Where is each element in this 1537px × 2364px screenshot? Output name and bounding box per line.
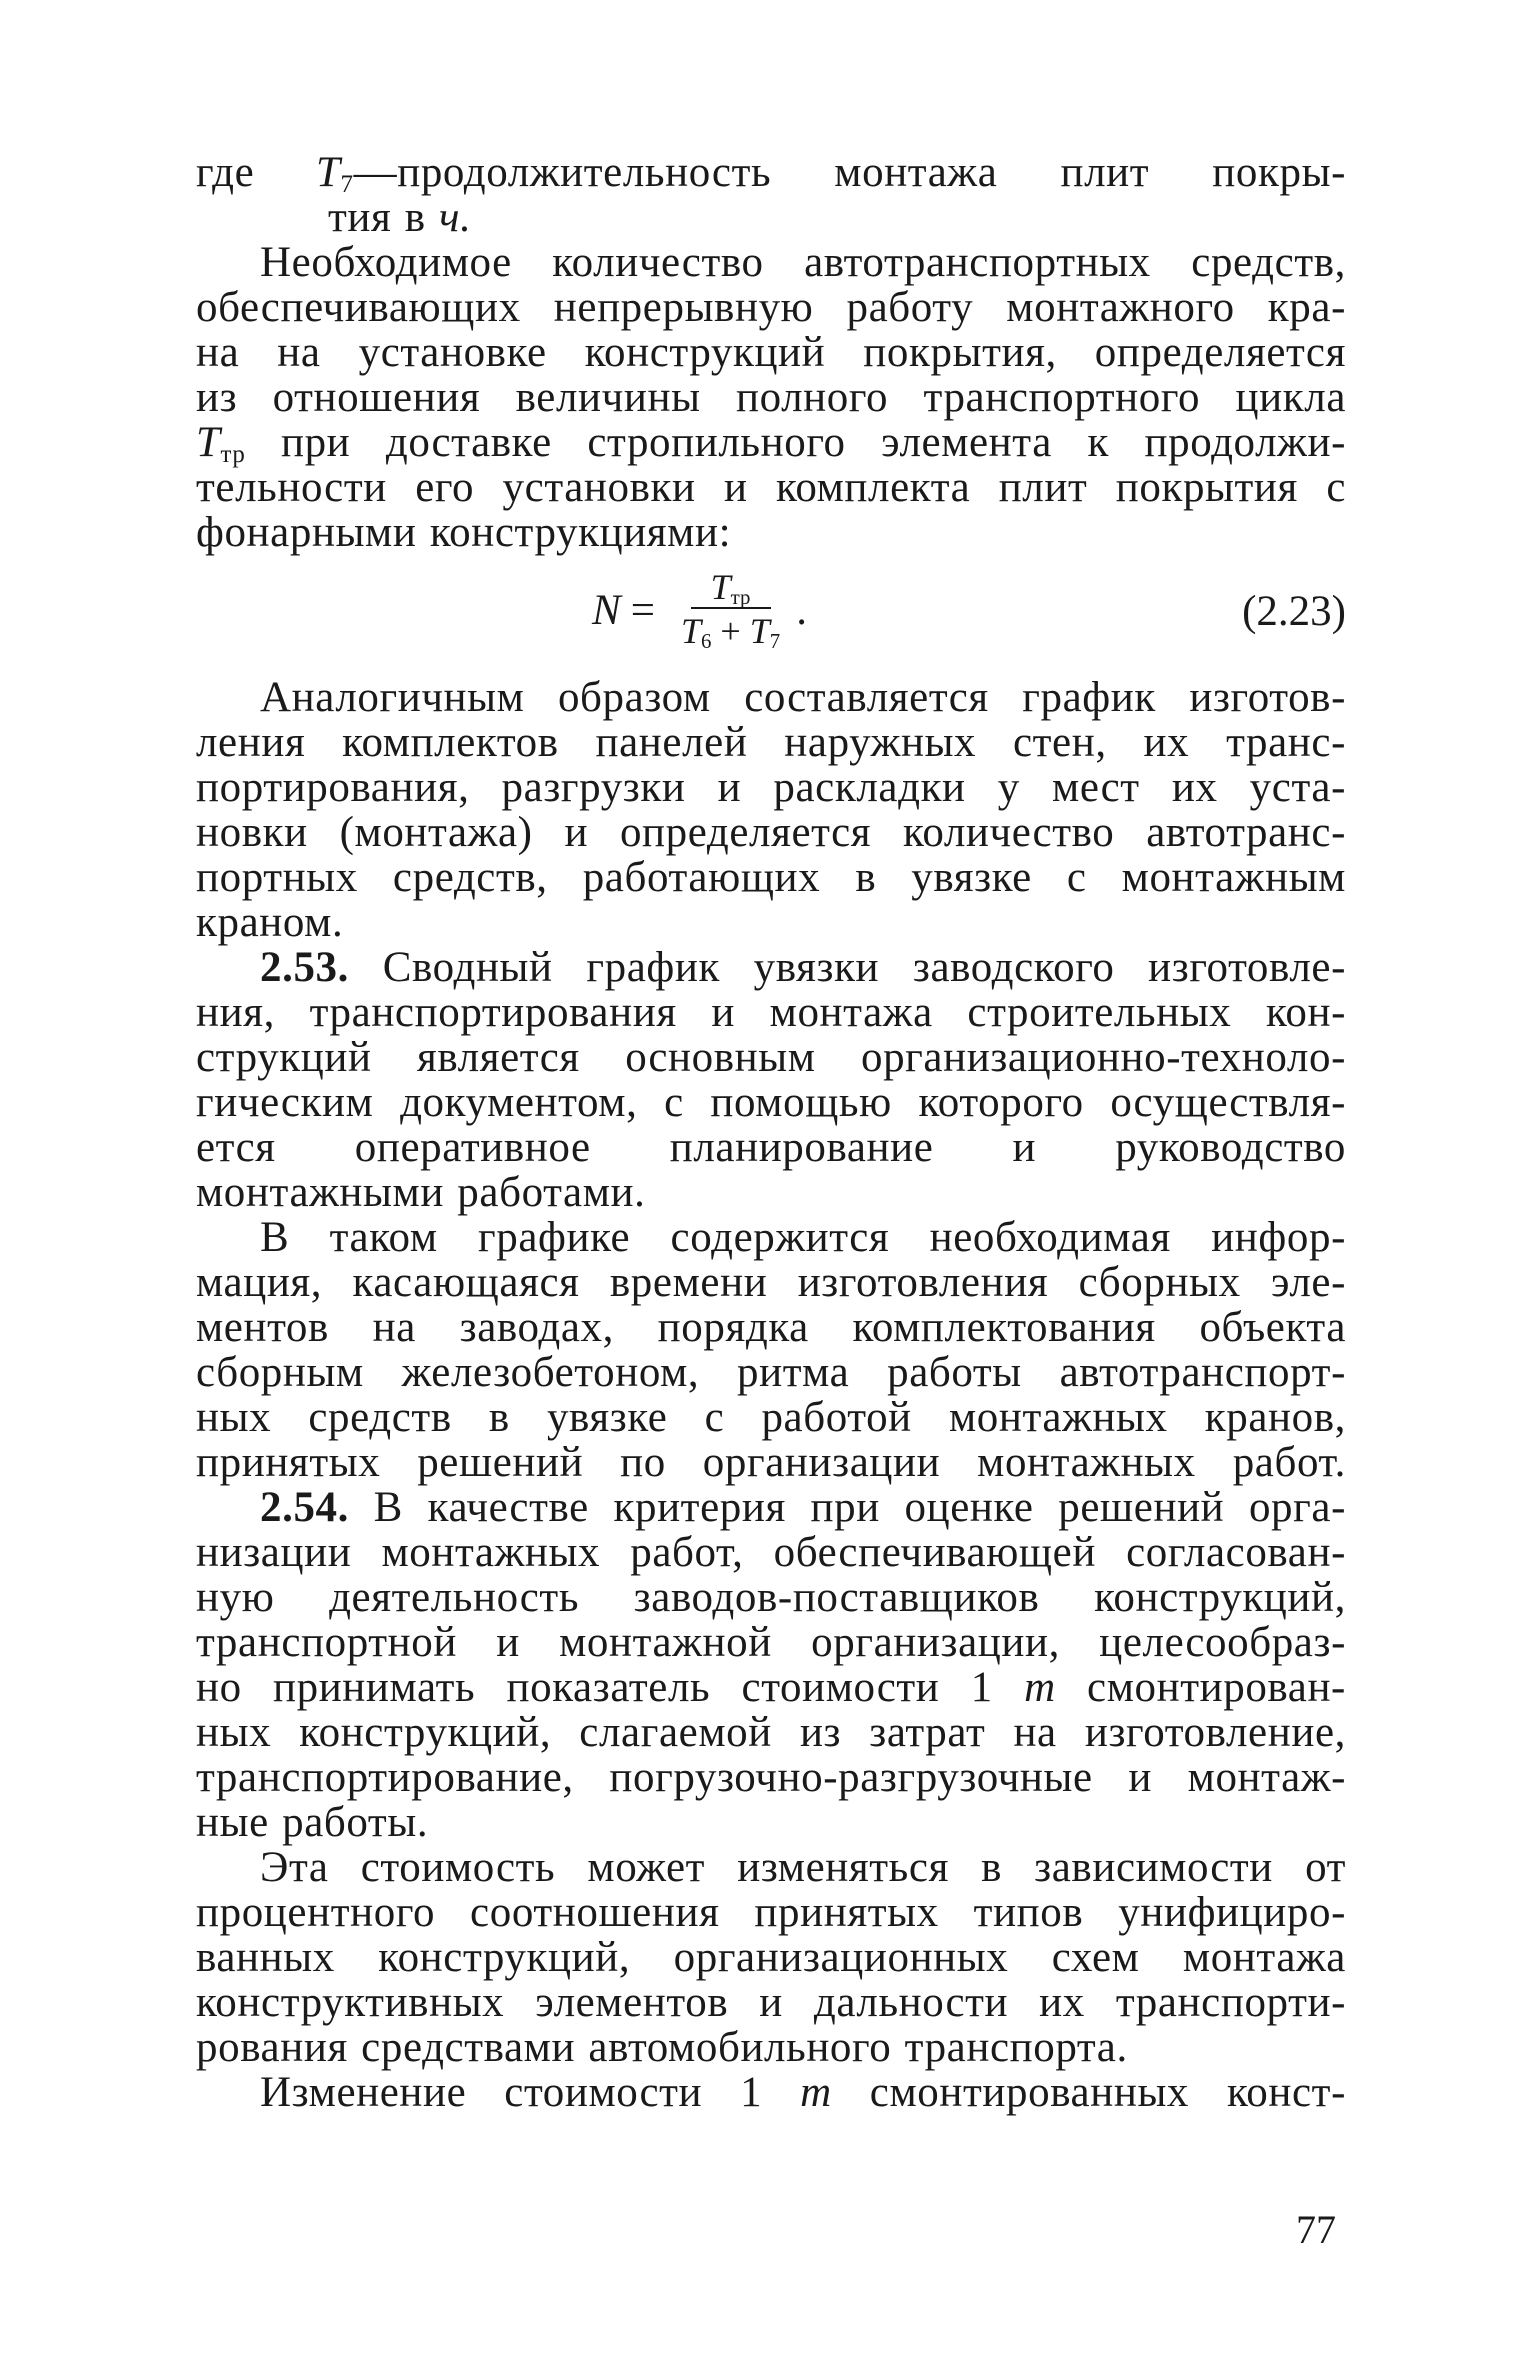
para4-line-3: ментов на заводах, порядка комплектования объекта <box>196 1304 1346 1351</box>
formula-lhs: N <box>592 586 621 634</box>
where-dash: — <box>353 149 398 196</box>
where-line-2: тия в ч. <box>328 194 472 241</box>
formula-fraction <box>671 567 790 653</box>
para2-line-3: портирования, разгрузки и раскладки у мест их уста- <box>196 764 1346 811</box>
para2-line-1: Аналогичным образом составляется график изготов- <box>260 674 1346 721</box>
section-2-54-line-4: транспортной и монтажной организации, целесообраз- <box>196 1619 1346 1666</box>
section-2-54-line-6: ных конструкций, слагаемой из затрат на изготовление, <box>196 1709 1346 1756</box>
para4-line-2: мация, касающаяся времени изготовления сборных эле- <box>196 1259 1346 1306</box>
section-2-54-line-7: транспортирование, погрузочно-разгрузочные и монтаж- <box>196 1754 1346 1801</box>
section-number-2-54: 2.54. <box>260 1484 349 1531</box>
para1-line-1: Необходимое количество автотранспортных средств, <box>260 239 1346 286</box>
para1-line-7: фонарными конструкциями: <box>196 509 732 556</box>
para6-line-5: рования средствами автомобильного транспорта. <box>196 2024 1128 2071</box>
where-definition: продолжительность монтажа плит покры- <box>397 149 1346 196</box>
equation-number: (2.23) <box>1242 588 1346 635</box>
section-2-53-line-4: гическим документом, с помощью которого осуществля- <box>196 1079 1346 1126</box>
section-2-53-line-1: 2.53. Сводный график увязки заводского изготовле- <box>260 944 1346 991</box>
para4-line-1: В таком графике содержится необходимая инфор- <box>260 1214 1346 1261</box>
section-2-54-line-8: ные работы. <box>196 1799 429 1846</box>
section-2-54-line-3: ную деятельность заводов-поставщиков конструкций, <box>196 1574 1346 1621</box>
section-number-2-53: 2.53. <box>260 944 349 991</box>
para2-line-6: краном. <box>196 899 344 946</box>
where-word: где <box>196 149 255 196</box>
para1-line-2: обеспечивающих непрерывную работу монтажного кра- <box>196 284 1346 331</box>
formula-denominator: $T_6 + T_7$ <box>680 611 781 654</box>
para4-line-5: ных средств в увязке с работой монтажных кранов, <box>196 1394 1346 1441</box>
para4-line-4: сборным железобетоном, ритма работы автотранспорт- <box>196 1349 1346 1396</box>
para6-line-1: Эта стоимость может изменяться в зависимости от <box>260 1844 1346 1891</box>
para1-line-6: тельности его установки и комплекта плит покрытия с <box>196 464 1346 511</box>
para6-line-3: ванных конструкций, организационных схем монтажа <box>196 1934 1346 1981</box>
section-2-53-line-5: ется оперативное планирование и руководство <box>196 1124 1346 1171</box>
formula-numerator: $T_{тр}$ <box>691 567 771 609</box>
para2-line-2: ления комплектов панелей наружных стен, их транс- <box>196 719 1346 766</box>
formula-expression <box>592 567 807 653</box>
where-line-1 <box>196 149 1346 199</box>
section-2-53-line-6: монтажными работами. <box>196 1169 646 1216</box>
para1-line-5: $T_{тр}$ при доставке стропильного элемента к продолжи- <box>196 419 1346 469</box>
para7-line-1: Изменение стоимости 1 т смонтированных конст- <box>260 2069 1346 2116</box>
page-number: 77 <box>1296 2207 1336 2252</box>
para6-line-4: конструктивных элементов и дальности их транспорти- <box>196 1979 1346 2026</box>
formula-period: . <box>796 586 807 634</box>
formula-equals: = <box>630 586 655 634</box>
para1-line-4: из отношения величины полного транспортного цикла <box>196 374 1346 421</box>
para4-line-6: принятых решений по организации монтажных работ. <box>196 1439 1346 1486</box>
para2-line-4: новки (монтажа) и определяется количество автотранс- <box>196 809 1346 856</box>
para1-line-3: на на установке конструкций покрытия, определяется <box>196 329 1346 376</box>
para6-line-2: процентного соотношения принятых типов унифициро- <box>196 1889 1346 1936</box>
formula-2-23 <box>196 561 1346 671</box>
section-2-53-line-3: струкций является основным организационно-техноло- <box>196 1034 1346 1081</box>
para2-line-5: портных средств, работающих в увязке с монтажным <box>196 854 1346 901</box>
section-2-54-line-2: низации монтажных работ, обеспечивающей согласован- <box>196 1529 1346 1576</box>
section-2-53-line-2: ния, транспортирования и монтажа строительных кон- <box>196 989 1346 1036</box>
section-2-54-line-1: 2.54. В качестве критерия при оценке решений орга- <box>260 1484 1346 1531</box>
page-body <box>196 150 1346 2115</box>
section-2-54-line-5: но принимать показатель стоимости 1 т смонтирован- <box>196 1664 1346 1711</box>
symbol-t7: $T_7$ <box>316 149 354 199</box>
